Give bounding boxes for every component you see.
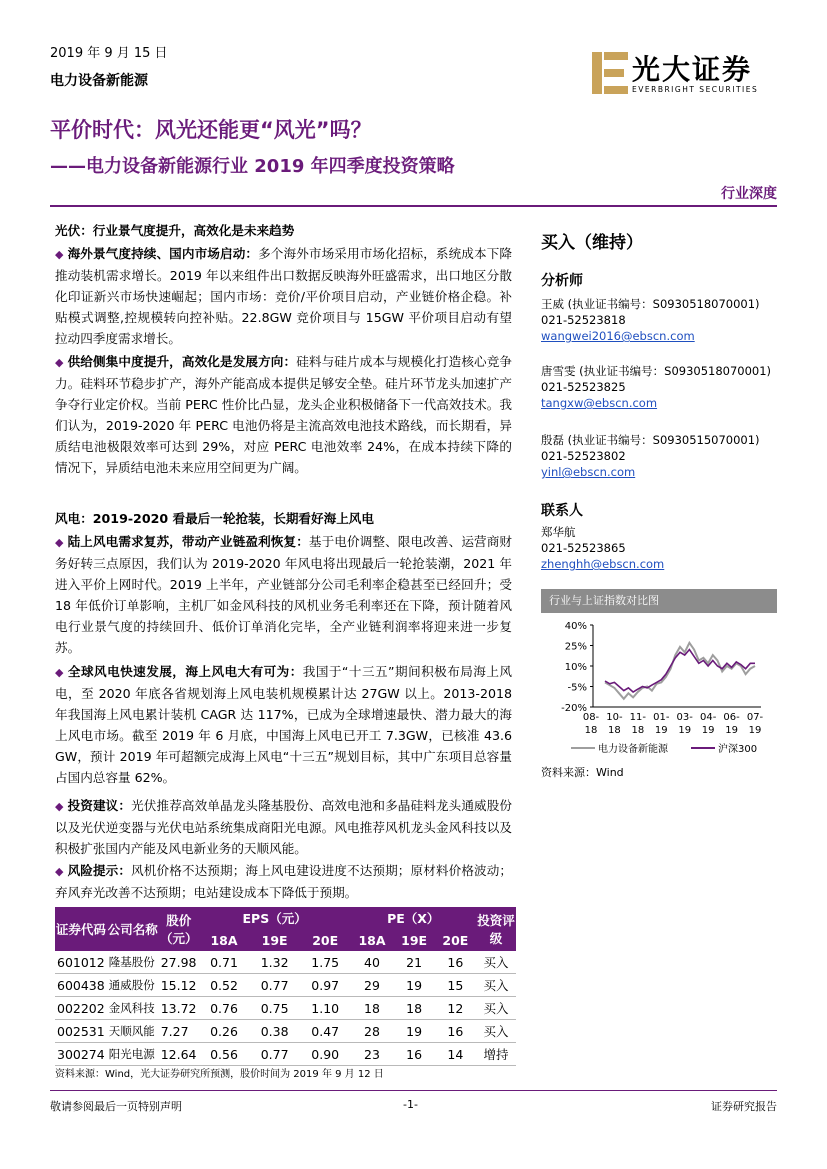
cell-rating: 买入 <box>476 951 516 974</box>
cell-code: 600438 <box>55 974 107 997</box>
header-year: 19E <box>249 929 300 951</box>
legend-label-csi300: 沪深300 <box>718 744 758 755</box>
contact-email-link[interactable]: zhenghh@ebscn.com <box>541 557 665 571</box>
pv-section-heading: 光伏：行业景气度提升，高效化是未来趋势 <box>55 223 295 238</box>
cell-name: 天顺风能 <box>107 1020 159 1043</box>
cell-pe: 14 <box>435 1043 476 1066</box>
diamond-bullet-icon: ◆ <box>55 666 64 679</box>
x-tick-label: 19 <box>678 725 692 736</box>
y-tick-label: 10% <box>564 662 587 673</box>
cell-code: 601012 <box>55 951 107 974</box>
cell-eps: 0.77 <box>249 1043 300 1066</box>
stock-forecast-table <box>55 907 516 1066</box>
x-tick-label: 01- <box>653 712 670 723</box>
cell-pe: 16 <box>394 1043 435 1066</box>
table-row <box>55 974 516 997</box>
cell-pe: 40 <box>351 951 394 974</box>
cell-pe: 28 <box>351 1020 394 1043</box>
header-rating: 投资评级 <box>476 907 516 951</box>
paragraph-lead: 供给侧集中度提升，高效化是发展方向： <box>67 354 297 369</box>
paragraph-pv-demand <box>55 243 512 349</box>
sector-label: 电力设备新能源 <box>50 73 148 89</box>
cell-pe: 18 <box>394 997 435 1020</box>
cell-eps: 0.56 <box>199 1043 250 1066</box>
disclaimer-notice: 敬请参阅最后一页特别声明 <box>50 1100 182 1113</box>
footer-divider <box>50 1090 777 1091</box>
x-tick-label: 10- <box>606 712 623 723</box>
report-subtitle: ——电力设备新能源行业 2019 年四季度投资策略 <box>50 156 455 177</box>
table-row <box>55 1020 516 1043</box>
cell-name: 阳光电源 <box>107 1043 159 1066</box>
analyst-phone: 021-52523818 <box>541 313 626 327</box>
cell-eps: 0.71 <box>199 951 250 974</box>
paragraph-lead: 海外景气度持续、国内市场启动： <box>67 246 259 261</box>
analyst-phone: 021-52523802 <box>541 449 626 463</box>
cell-pe: 15 <box>435 974 476 997</box>
cell-eps: 0.52 <box>199 974 250 997</box>
x-tick-label: 03- <box>676 712 693 723</box>
header-code: 证券代码 <box>55 907 107 951</box>
x-tick-label: 19 <box>748 725 762 736</box>
paragraph-text: 多个海外市场采用市场化招标，系统成本下降推动装机需求增长。2019 年以来组件出口数据反映海外旺盛需求，出口地区分散化印证新兴市场快速崛起；国内市场：竞价/平价项目启动，产业链价格企稳。补贴模式调整,控规模转向控补贴。22.8GW 竞价项目与 15GW 平价项目启动有望拉动四季度需求增长。 <box>55 246 513 346</box>
cell-price: 7.27 <box>159 1020 199 1043</box>
cell-eps: 1.10 <box>300 997 351 1020</box>
paragraph-lead: 投资建议： <box>67 798 132 813</box>
x-tick-label: 04- <box>699 712 717 723</box>
analyst-phone: 021-52523825 <box>541 380 626 394</box>
chart-box-title: 行业与上证指数对比图 <box>541 589 777 613</box>
analyst-email-link[interactable]: tangxw@ebscn.com <box>541 396 658 410</box>
header-year: 18A <box>351 929 394 951</box>
cell-pe: 19 <box>394 974 435 997</box>
cell-pe: 23 <box>351 1043 394 1066</box>
cell-code: 002531 <box>55 1020 107 1043</box>
header-year: 20E <box>300 929 351 951</box>
page-number: -1- <box>403 1098 418 1111</box>
cell-code: 002202 <box>55 997 107 1020</box>
analyst-name: 唐雪雯 (执业证书编号：S0930518070001) <box>541 364 772 378</box>
paragraph-lead: 陆上风电需求复苏，带动产业链盈利恢复： <box>67 534 309 549</box>
y-tick-label: 25% <box>564 641 587 653</box>
cell-eps: 0.26 <box>199 1020 250 1043</box>
report-type-label: 行业深度 <box>721 186 777 202</box>
contact-phone: 021-52523865 <box>541 541 626 555</box>
diamond-bullet-icon: ◆ <box>55 865 64 878</box>
cell-eps: 0.76 <box>199 997 250 1020</box>
cell-price: 12.64 <box>159 1043 199 1066</box>
cell-eps: 0.97 <box>300 974 351 997</box>
diamond-bullet-icon: ◆ <box>55 800 64 813</box>
x-tick-label: 11- <box>629 712 647 723</box>
analyst-email-link[interactable]: yinl@ebscn.com <box>541 465 636 479</box>
analyst-name: 王威 (执业证书编号：S0930518070001) <box>541 297 760 311</box>
table-row <box>55 1043 516 1066</box>
x-tick-label: 07- <box>746 712 764 723</box>
report-date: 2019 年 9 月 15 日 <box>50 46 168 61</box>
cell-code: 300274 <box>55 1043 107 1066</box>
header-year: 20E <box>435 929 476 951</box>
header-name: 公司名称 <box>107 907 159 951</box>
cell-rating: 增持 <box>476 1043 516 1066</box>
x-tick-label: 06- <box>723 712 740 723</box>
x-tick-label: 08- <box>582 712 600 723</box>
header-divider <box>50 205 777 207</box>
paragraph-risk <box>55 860 512 903</box>
series-line-industry <box>605 643 755 699</box>
logo-text: 光大证券 <box>632 53 753 86</box>
paragraph-pv-supply <box>55 351 512 478</box>
diamond-bullet-icon: ◆ <box>55 248 64 261</box>
cell-eps: 0.90 <box>300 1043 351 1066</box>
cell-pe: 16 <box>435 1020 476 1043</box>
analyst-heading: 分析师 <box>541 273 583 289</box>
everbright-logo-mark <box>592 52 628 94</box>
header-year: 18A <box>199 929 250 951</box>
y-tick-label: -20% <box>561 703 587 714</box>
contact-name: 郑华航 <box>541 525 576 539</box>
paragraph-offshore-wind <box>55 661 512 788</box>
cell-name: 通威股份 <box>107 974 159 997</box>
analyst-name: 殷磊 (执业证书编号：S0930515070001) <box>541 433 760 447</box>
index-comparison-chart <box>541 615 777 763</box>
x-tick-label: 18 <box>608 725 621 736</box>
header-year: 19E <box>394 929 435 951</box>
paragraph-text: 硅料与硅片成本与规模化打造核心竞争力。硅料环节稳步扩产，海外产能高成本提供足够安全垫。硅片环节龙头加速扩产争夺行业定价权。当前 PERC 性价比凸显，龙头企业积极储备下一代高效技术。我们认为，2019-2020 年 PERC 电池仍将是主流高效电池技术路线，而长期看，异质结电池极限效率可达到 29%，对应 PERC 电池效率 24%，在成本持续下降的情况下，异质结电池未来应用空间更为广阔。 <box>55 354 513 475</box>
header-eps: EPS（元） <box>199 907 351 929</box>
x-tick-label: 19 <box>701 725 715 736</box>
paragraph-onshore-wind <box>55 531 512 658</box>
investment-rating: 买入（维持） <box>541 233 643 253</box>
logo-english-text: EVERBRIGHT SECURITIES <box>632 85 759 94</box>
legend-label-industry: 电力设备新能源 <box>598 744 668 755</box>
cell-rating: 买入 <box>476 997 516 1020</box>
y-tick-label: 40% <box>564 621 587 632</box>
cell-pe: 12 <box>435 997 476 1020</box>
header-pe: PE（X） <box>351 907 477 929</box>
paragraph-text: 我国于“十三五”期间积极布局海上风电，至 2020 年底各省规划海上风电装机规模累计达 27GW 以上。2013-2018 年我国海上风电累计装机 CAGR 达 117%，已成为全球增速最快、潜力最大的海上风电市场。截至 2019 年 6 月底，中国海上风电已开工 7.3GW，已核准 43.6 GW，预计 2019 年可超额完成海上风电“十三五”规划目标，其中广东项目总容量占国内总容量 62%。 <box>55 664 512 785</box>
paragraph-lead: 风险提示： <box>67 863 132 878</box>
table-row <box>55 951 516 974</box>
cell-pe: 21 <box>394 951 435 974</box>
cell-rating: 买入 <box>476 974 516 997</box>
cell-eps: 0.47 <box>300 1020 351 1043</box>
paragraph-text: 基于电价调整、限电改善、运营商财务好转三点原因，我们认为 2019-2020 年风电将出现最后一轮抢装潮，2021 年进入平价上网时代。2019 上半年，产业链部分公司毛利率企稳甚至已经回升；受 18 年低价订单影响，主机厂如金风科技的风机业务毛利率还在下降，预计随着风电行业景气度的持续回升、低价订单消化完毕，全产业链利润率将迎来进一步复苏。 <box>55 534 513 655</box>
cell-price: 27.98 <box>159 951 199 974</box>
paragraph-lead: 全球风电快速发展，海上风电大有可为： <box>67 664 303 679</box>
wind-section-heading: 风电：2019-2020 看最后一轮抢装，长期看好海上风电 <box>55 511 374 526</box>
report-title: 平价时代：风光还能更“风光”吗？ <box>50 118 372 142</box>
cell-name: 隆基股份 <box>107 951 159 974</box>
cell-eps: 0.75 <box>249 997 300 1020</box>
cell-eps: 0.77 <box>249 974 300 997</box>
chart-source-note: 资料来源：Wind <box>541 766 624 779</box>
cell-pe: 29 <box>351 974 394 997</box>
table-source-note: 资料来源：Wind，光大证券研究所预测，股价时间为 2019 年 9 月 12 日 <box>55 1069 384 1080</box>
series-line-csi300 <box>605 650 755 692</box>
paragraph-text: 风机价格不达预期；海上风电建设进度不达预期；原材料价格波动；弃风弃光改善不达预期；电站建设成本下降低于预期。 <box>55 863 513 900</box>
cell-price: 15.12 <box>159 974 199 997</box>
header-price: 股价（元） <box>159 907 199 951</box>
table-row <box>55 997 516 1020</box>
analyst-email-link[interactable]: wangwei2016@ebscn.com <box>541 329 695 343</box>
diamond-bullet-icon: ◆ <box>55 356 64 369</box>
cell-pe: 18 <box>351 997 394 1020</box>
paragraph-text: 光伏推荐高效单晶龙头隆基股份、高效电池和多晶硅料龙头通威股份以及光伏逆变器与光伏电站系统集成商阳光电源。风电推荐风机龙头金风科技以及积极扩张国内产能及风电新业务的天顺风能。 <box>55 798 513 856</box>
cell-eps: 0.38 <box>249 1020 300 1043</box>
x-tick-label: 19 <box>654 725 668 736</box>
cell-pe: 16 <box>435 951 476 974</box>
x-tick-label: 19 <box>725 725 738 736</box>
diamond-bullet-icon: ◆ <box>55 536 64 549</box>
x-tick-label: 18 <box>631 725 645 736</box>
x-tick-label: 18 <box>584 725 598 736</box>
contact-heading: 联系人 <box>541 503 583 519</box>
cell-rating: 买入 <box>476 1020 516 1043</box>
cell-pe: 19 <box>394 1020 435 1043</box>
cell-eps: 1.75 <box>300 951 351 974</box>
cell-price: 13.72 <box>159 997 199 1020</box>
report-category: 证券研究报告 <box>711 1100 777 1113</box>
cell-name: 金风科技 <box>107 997 159 1020</box>
y-tick-label: -5% <box>567 682 587 694</box>
paragraph-investment-advice <box>55 795 512 859</box>
cell-eps: 1.32 <box>249 951 300 974</box>
